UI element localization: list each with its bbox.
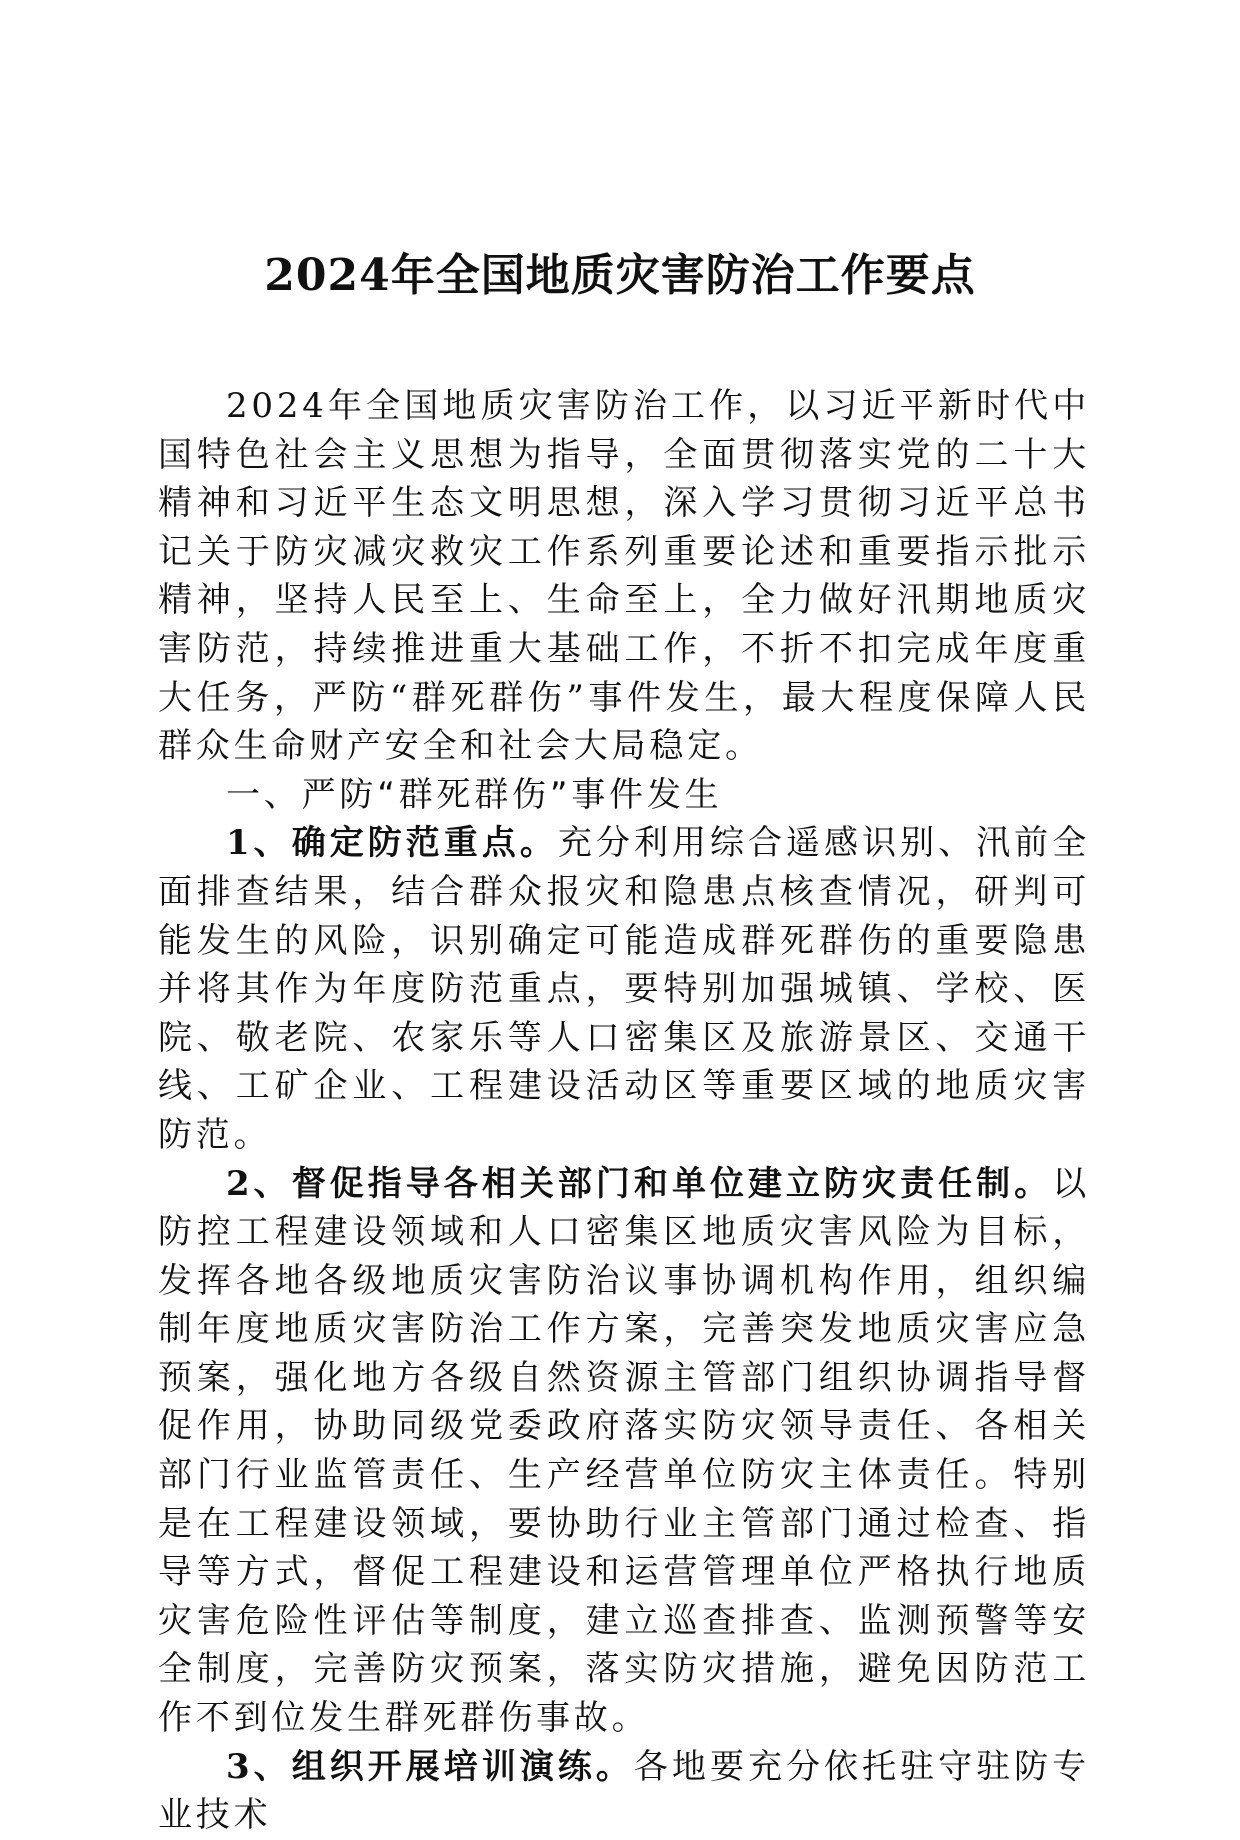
item-lead-3: 3、组织开展培训演练。 [226, 1746, 634, 1787]
intro-paragraph: 2024年全国地质灾害防治工作，以习近平新时代中国特色社会主义思想为指导，全面贯彻落实党的二十大精神和习近平生态文明思想，深入学习贯彻习近平总书记关于防灾减灾救灾工作系列重要论述和重要指示批示精神，坚持人民至上、生命至上，全力做好汛期地质灾害防范，持续推进重大基础工作，不折不扣完成年度重大任务，严防“群死群伤”事件发生，最大程度保障人民群众生命财产安全和社会大局稳定。 [158, 386, 1090, 767]
item-lead-2: 2、督促指导各相关部门和单位建立防灾责任制。 [226, 1163, 1053, 1204]
item-paragraph-2 [158, 1160, 1090, 1743]
document-body [158, 382, 1090, 1840]
section-heading: 一、严防“群死群伤”事件发生 [226, 774, 723, 815]
item-text-1: 充分利用综合遥感识别、汛前全面排查结果，结合群众报灾和隐患点核查情况，研判可能发生的风险，识别确定可能造成群死群伤的重要隐患并将其作为年度防范重点，要特别加强城镇、学校、医院、敬老院、农家乐等人口密集区及旅游景区、交通干线、工矿企业、工程建设活动区等重要区域的地质灾害防范。 [158, 823, 1091, 1155]
item-paragraph-3 [158, 1743, 1090, 1840]
item-paragraph-1 [158, 819, 1090, 1159]
item-text-3: 各地要充分依托驻守驻防专业技术 [158, 1746, 1090, 1836]
item-text-2: 以防控工程建设领域和人口密集区地质灾害风险为目标，发挥各地各级地质灾害防治议事协调机构作用，组织编制年度地质灾害防治工作方案，完善突发地质灾害应急预案，强化地方各级自然资源主管部门组织协调指导督促作用，协助同级党委政府落实防灾领导责任、各相关部门行业监管责任、生产经营单位防灾主体责任。特别是在工程建设领域，要协助行业主管部门通过检查、指导等方式，督促工程建设和运营管理单位严格执行地质灾害危险性评估等制度，建立巡查排查、监测预警等安全制度，完善防灾预案，落实防灾措施，避免因防范工作不到位发生群死群伤事故。 [158, 1163, 1090, 1739]
item-lead-1: 1、确定防范重点。 [226, 823, 558, 864]
document-title: 2024年全国地质灾害防治工作要点 [264, 250, 976, 301]
